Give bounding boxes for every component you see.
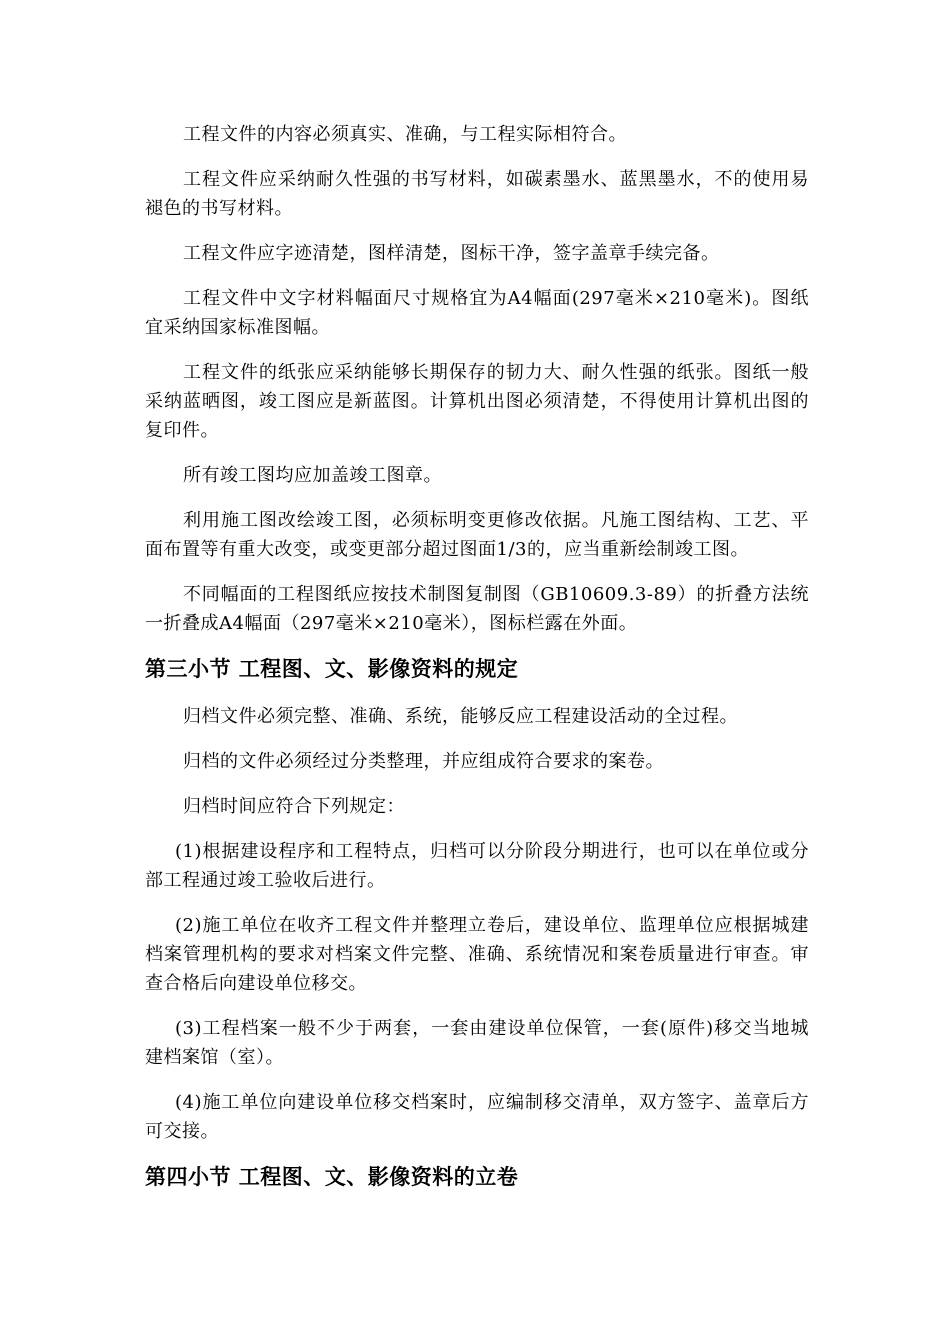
list-item: (1)根据建设程序和工程特点，归档可以分阶段分期进行，也可以在单位或分部工程通过竣工验收后进行。 xyxy=(145,841,809,891)
paragraph: 工程文件的内容必须真实、准确，与工程实际相符合。 xyxy=(183,124,627,145)
paragraph: 归档的文件必须经过分类整理，并应组成符合要求的案卷。 xyxy=(183,751,664,772)
paragraph: 工程文件应字迹清楚，图样清楚，图标干净，签字盖章手续完备。 xyxy=(183,243,720,264)
list-item: (3)工程档案一般不少于两套，一套由建设单位保管，一套(原件)移交当地城建档案馆（室）。 xyxy=(145,1018,809,1068)
paragraph: 所有竣工图均应加盖竣工图章。 xyxy=(183,465,442,486)
paragraph: 不同幅面的工程图纸应按技术制图复制图（GB10609.3-89）的折叠方法统一折叠成A4幅面（297毫米×210毫米），图标栏露在外面。 xyxy=(145,584,809,634)
paragraph: 工程文件应采纳耐久性强的书写材料，如碳素墨水、蓝黑墨水，不的使用易褪色的书写材料。 xyxy=(145,169,809,219)
section-heading: 第四小节 工程图、文、影像资料的立卷 xyxy=(145,1165,519,1189)
document-body xyxy=(145,120,809,1210)
list-item: (4)施工单位向建设单位移交档案时，应编制移交清单，双方签字、盖章后方可交接。 xyxy=(145,1092,809,1142)
paragraph: 利用施工图改绘竣工图，必须标明变更修改依据。凡施工图结构、工艺、平面布置等有重大改变，或变更部分超过图面1/3的，应当重新绘制竣工图。 xyxy=(145,510,809,560)
paragraph: 归档文件必须完整、准确、系统，能够反应工程建设活动的全过程。 xyxy=(183,706,738,727)
paragraph: 工程文件的纸张应采纳能够长期保存的韧力大、耐久性强的纸张。图纸一般采纳蓝晒图，竣工图应是新蓝图。计算机出图必须清楚，不得使用计算机出图的复印件。 xyxy=(145,362,809,441)
paragraph: 工程文件中文字材料幅面尺寸规格宜为A4幅面(297毫米×210毫米)。图纸宜采纳国家标准图幅。 xyxy=(145,288,809,338)
list-item: (2)施工单位在收齐工程文件并整理立卷后，建设单位、监理单位应根据城建档案管理机构的要求对档案文件完整、准确、系统情况和案卷质量进行审查。审查合格后向建设单位移交。 xyxy=(145,915,809,994)
section-heading: 第三小节 工程图、文、影像资料的规定 xyxy=(145,657,519,681)
paragraph: 归档时间应符合下列规定： xyxy=(183,796,405,817)
